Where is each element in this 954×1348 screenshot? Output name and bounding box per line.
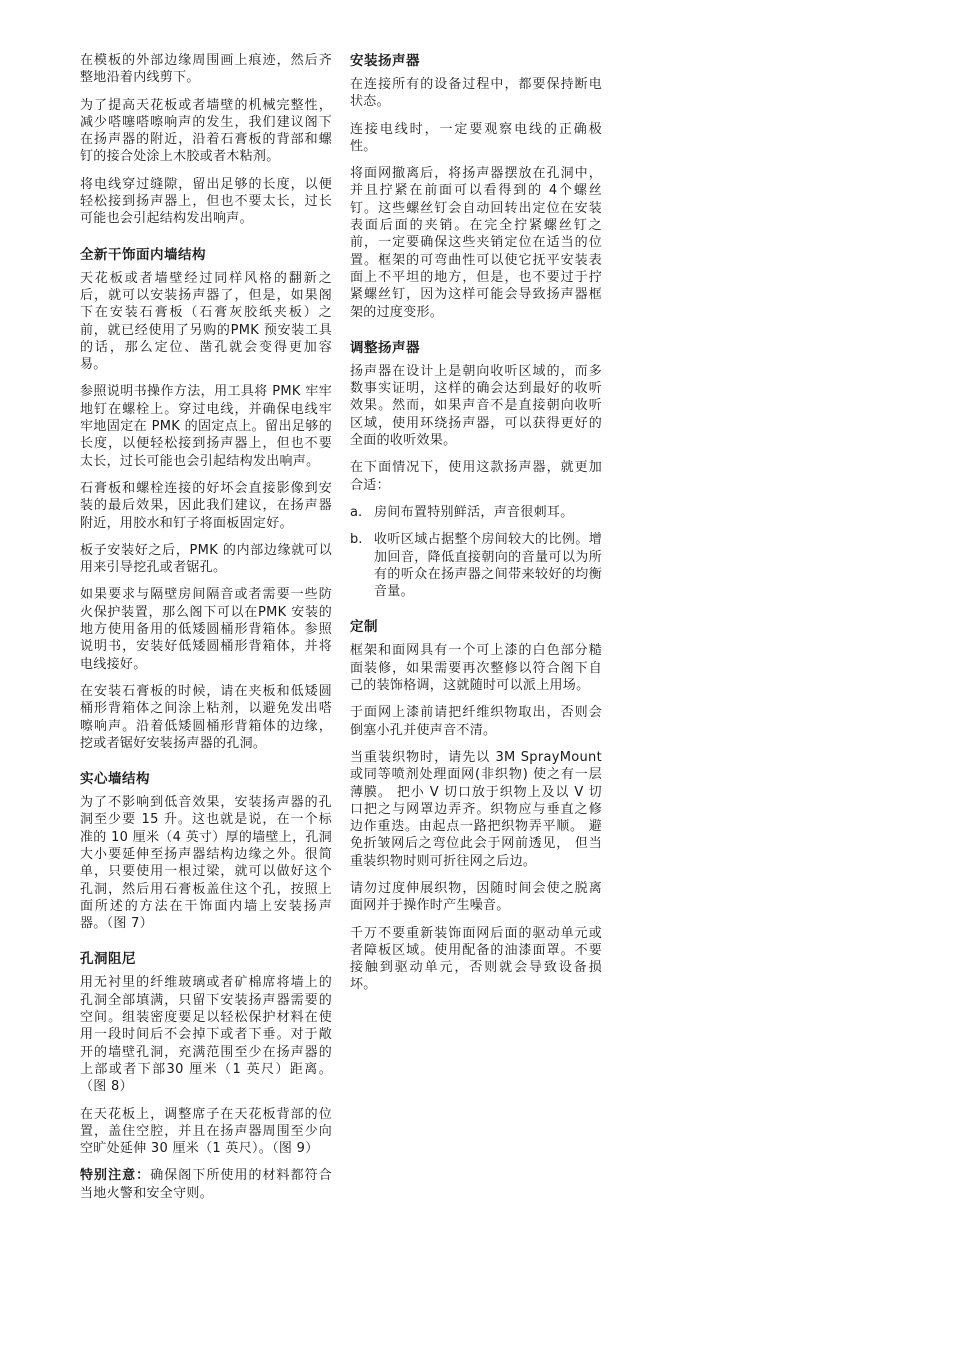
paragraph: 在天花板上，调整席子在天花板背部的位置，盖住空腔，并且在扬声器周围至少向空旷处延伸 30 厘米（1 英尺）。（图 9）: [80, 1106, 332, 1157]
paragraph: 于面网上漆前请把纤维织物取出，否则会倒塞小孔并使声音不清。: [350, 705, 602, 738]
paragraph: 如果要求与隔壁房间隔音或者需要一些防火保护装置，那么阁下可以在PMK 安装的地方使用备用的低矮圆桶形背箱体。参照说明书，安装好低矮圆桶形背箱体，并将电线接好。: [80, 587, 332, 672]
right-column: [350, 52, 602, 1004]
paragraph: 在连接所有的设备过程中，都要保持断电状态。: [350, 77, 602, 110]
paragraph: 框架和面网具有一个可上漆的白色部分糙面装修，如果需要再次整修以符合阁下自己的装饰格调，这就随时可以派上用场。: [350, 643, 602, 694]
section-heading-customize: 定制: [350, 619, 378, 636]
paragraph: 用无衬里的纤维玻璃或者矿棉席将墙上的孔洞全部填满，只留下安装扬声器需要的空间。组装密度要足以轻松保护材料在使用一段时间后不会掉下或者下垂。对于敞开的墙壁孔洞，充满范围至少在扬声器的上部或者下部30 厘米（1 英尺）距离。（图 8）: [80, 975, 332, 1095]
paragraph: 石膏板和螺栓连接的好坏会直接影像到安装的最后效果，因此我们建议，在扬声器附近，用胶水和钉子将面板固定好。: [80, 480, 332, 531]
paragraph: 连接电线时，一定要观察电线的正确极性。: [350, 121, 602, 154]
paragraph: 为了提高天花板或者墙壁的机械完整性，减少嗒噻嗒嚓响声的发生，我们建议阁下在扬声器的附近，沿着石膏板的背部和螺钉的接合处涂上木胶或者木粘剂。: [80, 97, 332, 165]
paragraph: 请勿过度伸展织物，因随时间会使之脱离面网并于操作时产生噪音。: [350, 880, 602, 914]
list-marker: b.: [350, 532, 363, 548]
section-heading-cavity-damping: 孔洞阻尼: [80, 951, 136, 968]
list-text: 收听区域占据整个房间较大的比例。增加回音，降低直接朝向的音量可以为所有的听众在扬声器之间带来较好的均衡音量。: [374, 532, 602, 600]
special-note: [80, 1167, 332, 1202]
paragraph: 扬声器在设计上是朝向收听区域的，而多数事实证明，这样的确会达到最好的收听效果。然而，如果声音不是直接朝向收听区域，使用环绕扬声器，可以获得更好的全面的收听效果。: [350, 363, 602, 449]
section-heading-drywall: 全新干饰面内墙结构: [80, 246, 206, 263]
section-heading-solid-wall: 实心墙结构: [80, 771, 150, 788]
paragraph: 天花板或者墙壁经过同样风格的翻新之后，就可以安装扬声器了，但是，如果阁下在安装石膏板（石膏灰胶纸夹板）之前，就已经使用了另购的PMK 预安装工具的话，那么定位、凿孔就会变得更加容易。: [80, 270, 332, 373]
paragraph: 参照说明书操作方法，用工具将 PMK 牢牢地钉在螺栓上。穿过电线，并确保电线牢牢地固定在 PMK 的固定点上。留出足够的长度，以便轻松接到扬声器上，但也不要太长，过长可能也会引起结构发出响声。: [80, 384, 332, 469]
paragraph: 为了不影响到低音效果，安装扬声器的孔洞至少要 15 升。这也就是说，在一个标准的 10 厘米（4 英寸）厚的墙壁上，孔洞大小要延伸至扬声器结构边缘之外。很简单，只要使用一根过梁，就可以做好这个孔洞，然后用石膏板盖住这个孔，按照上面所述的方法在干饰面内墙上安装扬声器。（图 7）: [80, 795, 332, 932]
paragraph: 在模板的外部边缘周围画上痕迹，然后齐整地沿着内线剪下。: [80, 53, 332, 86]
paragraph: 在安装石膏板的时候，请在夹板和低矮圆桶形背箱体之间涂上粘剂，以避免发出嗒嚓响声。沿着低矮圆桶形背箱体的边缘，挖或者锯好安装扬声器的孔洞。: [80, 683, 332, 751]
paragraph: 千万不要重新装饰面网后面的驱动单元或者障板区域。使用配备的油漆面罩。不要接触到驱动单元，否则就会导致设备损坏。: [350, 925, 602, 993]
paragraph: 在下面情况下，使用这款扬声器，就更加合适：: [350, 460, 602, 493]
list-marker: a.: [350, 504, 363, 520]
list-item: [350, 531, 602, 600]
list-item: [350, 504, 602, 521]
left-column: [80, 52, 332, 1212]
section-heading-adjust-speaker: 调整扬声器: [350, 339, 420, 356]
special-note-label: 特别注意：: [80, 1168, 151, 1184]
paragraph: 当重装织物时，请先以 3M SprayMount 或同等喷剂处理面网(非织物) 使之有一层薄膜。 把小 V 切口放于织物上及以 V 切口把之与网罩边弄齐。织物应与垂直之修边作重迭。由起点一路把织物弄平顺。 避免折皱网后之弯位此会于网前透见， 但当重装织物时则可折往网之后边。: [350, 749, 602, 869]
paragraph: 将面网撤离后，将扬声器摆放在孔洞中，并且拧紧在前面可以看得到的 4个螺丝钉。这些螺丝钉会自动回转出定位在安装表面后面的夹销。在完全拧紧螺丝钉之前，一定要确保这些夹销定位在适当的位置。框架的可弯曲性可以使它抚平安装表面上不平坦的地方，但是，也不要过于拧紧螺丝钉，因为这样可能会导致扬声器框架的过度变形。: [350, 166, 602, 320]
section-heading-install-speaker: 安装扬声器: [350, 53, 420, 69]
paragraph: 将电线穿过缝隙，留出足够的长度，以便轻松接到扬声器上，但也不要太长，过长可能也会引起结构发出响声。: [80, 176, 332, 227]
special-note-text: 确保阁下所使用的材料都符合当地火警和安全守则。: [80, 1168, 332, 1201]
list-text: 房间布置特别鲜活，声音很刺耳。: [374, 504, 574, 520]
paragraph: 板子安装好之后，PMK 的内部边缘就可以用来引导挖孔或者锯孔。: [80, 542, 332, 576]
